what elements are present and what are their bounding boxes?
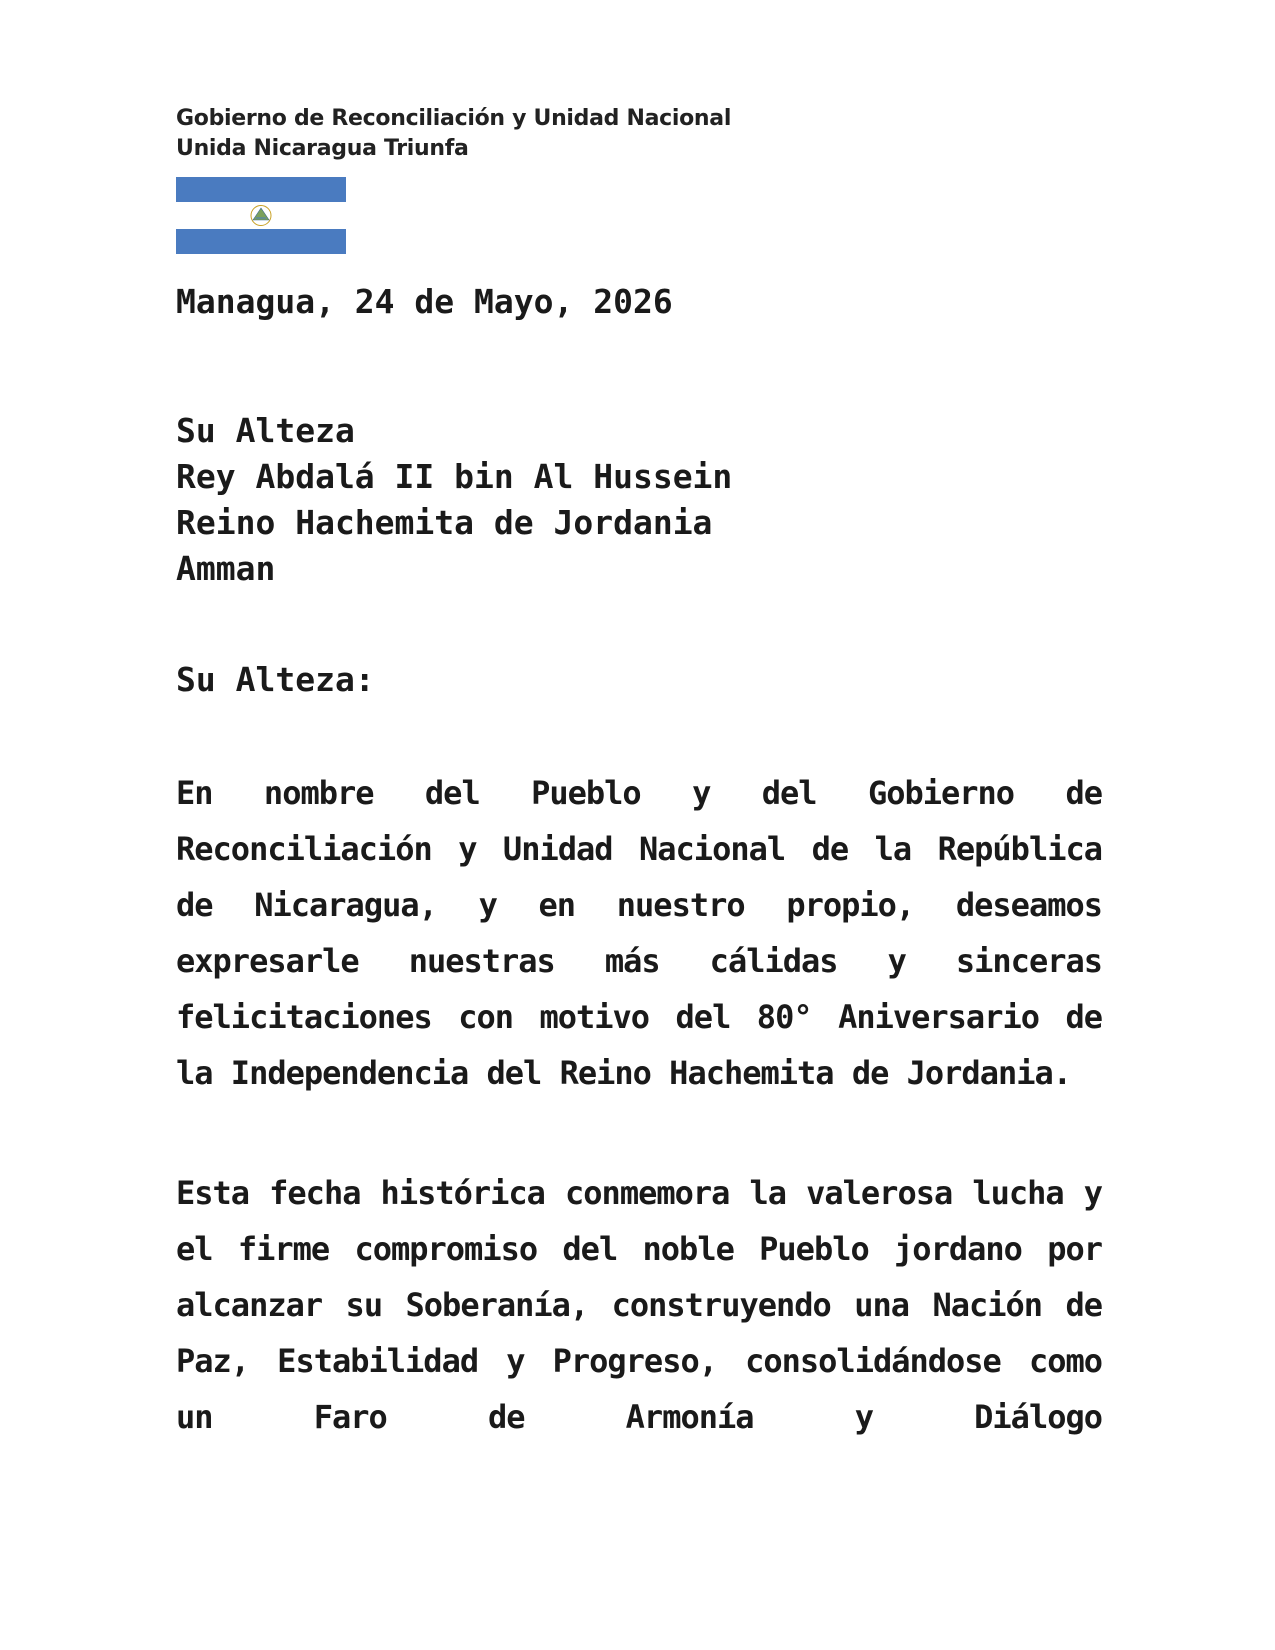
salutation: Su Alteza: — [176, 660, 375, 699]
letterhead — [176, 104, 731, 164]
recipient-name: Rey Abdalá II bin Al Hussein — [176, 457, 733, 496]
recipient-address — [176, 408, 732, 592]
nicaragua-flag-icon — [176, 177, 346, 254]
recipient-country: Reino Hachemita de Jordania — [176, 503, 713, 542]
recipient-city: Amman — [176, 549, 276, 588]
letterhead-government-name: Gobierno de Reconciliación y Unidad Nacional — [176, 106, 732, 131]
letterhead-slogan: Unida Nicaragua Triunfa — [176, 136, 469, 161]
letter-date: Managua, 24 de Mayo, 2026 — [176, 282, 673, 321]
body-paragraph-2: Esta fecha histórica conmemora la valerosa lucha y el firme compromiso del noble Pueblo jordano por alcanzar su Soberanía, construyendo una Nación de Paz, Estabilidad y Progreso, consolidándose como un Faro de Armonía y Diálogo — [176, 1174, 1102, 1436]
body-paragraph-1: En nombre del Pueblo y del Gobierno de Reconciliación y Unidad Nacional de la República de Nicaragua, y en nuestro propio, deseamos expresarle nuestras más cálidas y sinceras felicitaciones con motivo del 80° Aniversario de la Independencia del Reino Hachemita de Jordania. — [176, 774, 1102, 1092]
recipient-title: Su Alteza — [176, 411, 355, 450]
